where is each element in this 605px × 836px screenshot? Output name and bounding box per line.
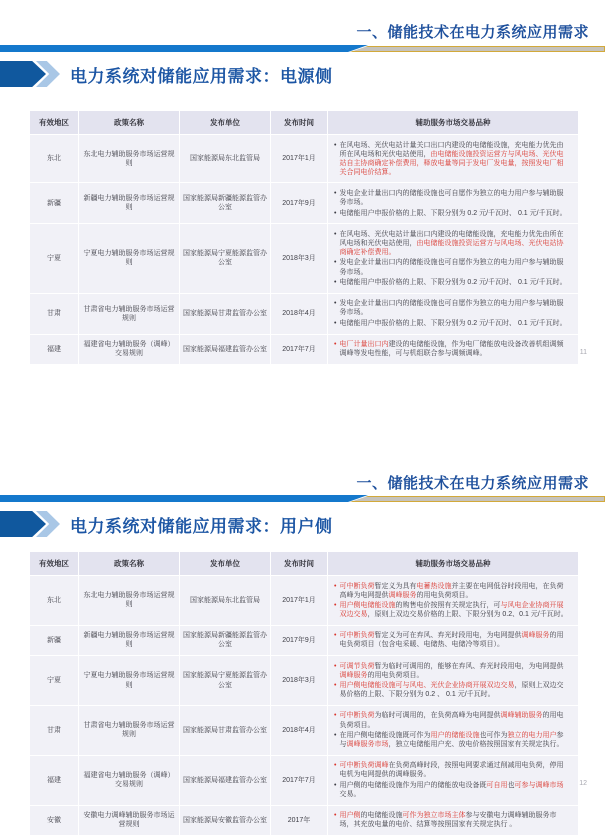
publish-date-cell: 2018年4月 xyxy=(271,294,327,334)
trading-varieties-cell xyxy=(328,706,578,755)
policy-table xyxy=(29,551,579,836)
publish-date-cell: 2017年 xyxy=(271,806,327,835)
bullet-text: 可中断负荷暂定义为可在弃风、弃光时段用电，为电网提供调峰服务的用电负荷项目（包含电采暖、电储热、电储冷等项目）。 xyxy=(339,632,564,649)
publisher-cell: 国家能源局新疆能源监管办公室 xyxy=(180,626,270,655)
bullet-text: 在用户侧电储能设施既可作为用户的储能设施也可作为独立的电力用户参与调峰服务市场，独立电储能用户充、放电价格按照国家有关规定执行。 xyxy=(339,732,564,749)
bullet-text: 发电企业计量出口内的储能设施也可自愿作为独立的电力用户参与辅助服务市场。 xyxy=(339,259,564,276)
bullet-text: 用户侧的电储能设施作为用户的储能放电设备既可自用也可参与调峰市场交易。 xyxy=(339,782,564,799)
trading-varieties-cell xyxy=(328,183,578,223)
trading-varieties-cell xyxy=(328,756,578,805)
policy-name-cell: 安徽电力调峰辅助服务市场运营规则 xyxy=(79,806,179,835)
bullet-text: 电储能用户申报价格的上限、下限分别为 0.2 元/千瓦时、 0.1 元/千瓦时。 xyxy=(339,279,567,287)
bullet-text: 在风电场、光伏电站计量关口出口内建设的电储能设施，充电能力优先由所在风电场和光伏电站使用，由电储能设施投资运营方与风电场、光伏电站自主协商确定补偿费用，释放电量等同于发电厂发电量，按照发电厂相关合同电价结算。 xyxy=(339,141,564,176)
bullet-text: 用户侧的电储能设施可作为独立市场主体参与安徽电力调峰辅助服务市场，其充放电量的电价、结算等按照国家有关规定执行 。 xyxy=(339,812,557,829)
policy-name-cell: 宁夏电力辅助服务市场运营规则 xyxy=(79,224,179,293)
column-header: 发布单位 xyxy=(180,552,270,575)
policy-name-cell: 东北电力辅助服务市场运营规则 xyxy=(79,135,179,182)
divider-blue-segment xyxy=(0,45,368,52)
divider-blue-segment xyxy=(0,495,368,502)
policy-name-cell: 新疆电力辅助服务市场运营规则 xyxy=(79,183,179,223)
publish-date-cell: 2017年7月 xyxy=(271,335,327,364)
region-cell: 宁夏 xyxy=(30,656,78,705)
publish-date-cell: 2017年7月 xyxy=(271,756,327,805)
region-cell: 安徽 xyxy=(30,806,78,835)
table-row xyxy=(30,706,578,755)
publisher-cell: 国家能源局东北监管局 xyxy=(180,576,270,625)
divider-bar xyxy=(0,45,605,54)
bullet-icon: • xyxy=(334,782,337,789)
bullet-item xyxy=(334,781,570,799)
bullet-text: 可中断负荷调峰在负荷高峰时段，按照电网要求通过削减用电负荷，停用电机为电网提供的调峰服务。 xyxy=(339,762,564,779)
column-header: 发布时间 xyxy=(271,111,327,134)
policy-table xyxy=(29,110,579,365)
trading-varieties-cell xyxy=(328,135,578,182)
bullet-text: 用户侧电储能设施的购售电价按照有关规定执行，可与风电企业协商开展双边交易，原则上双边交易价格的上限、下限分别为 0.2、0.1 元/千瓦时。 xyxy=(339,602,568,619)
policy-name-cell: 宁夏电力辅助服务市场运营规则 xyxy=(79,656,179,705)
slide-user-side xyxy=(0,400,605,829)
table-row xyxy=(30,294,578,334)
divider-bar xyxy=(0,495,605,504)
slide-corner-title: 一、储能技术在电力系统应用需求 xyxy=(356,475,589,492)
policy-name-cell: 新疆电力辅助服务市场运营规则 xyxy=(79,626,179,655)
table-row xyxy=(30,756,578,805)
bullet-text: 在风电场、光伏电站计量出口内建设的电储能设施，充电能力优先由所在风电场和光伏电站使用，由电储能设施投资运营方与风电场、光伏电站协商确定补偿费用。 xyxy=(339,230,564,256)
section-title: 电力系统对储能应用需求：电源侧 xyxy=(70,66,333,86)
column-header: 发布单位 xyxy=(180,111,270,134)
bullet-icon: • xyxy=(334,319,337,327)
column-header: 辅助服务市场交易品种 xyxy=(328,552,578,575)
bullet-text: 电储能用户申报价格的上限、下限分别为 0.2 元/千瓦时、 0.1 元/千瓦时。 xyxy=(339,319,567,327)
bullet-icon: • xyxy=(334,812,337,820)
publisher-cell: 国家能源局宁夏能源监管办公室 xyxy=(180,224,270,293)
region-cell: 东北 xyxy=(30,135,78,182)
slide-corner-title: 一、储能技术在电力系统应用需求 xyxy=(356,24,589,41)
bullet-icon: • xyxy=(334,230,337,238)
column-header: 有效地区 xyxy=(30,111,78,134)
bullet-icon: • xyxy=(334,189,337,197)
bullet-icon: • xyxy=(334,682,337,690)
table-header-row xyxy=(30,552,578,575)
table-row xyxy=(30,335,578,364)
bullet-icon: • xyxy=(334,209,337,217)
region-cell: 宁夏 xyxy=(30,224,78,293)
column-header: 有效地区 xyxy=(30,552,78,575)
bullet-item xyxy=(334,299,570,317)
table-row xyxy=(30,183,578,223)
table-row xyxy=(30,576,578,625)
bullet-item xyxy=(334,601,570,619)
arrow-block-icon xyxy=(0,511,46,537)
publisher-cell: 国家能源局甘肃监管办公室 xyxy=(180,294,270,334)
trading-varieties-cell xyxy=(328,576,578,625)
bullet-text: 可中断负荷暂定义为具有电蓄热设施并主要在电网低谷时段用电，在负荷高峰为电网提供调峰服务的用电负荷项目。 xyxy=(339,582,564,599)
publish-date-cell: 2017年9月 xyxy=(271,183,327,223)
trading-varieties-cell xyxy=(328,224,578,293)
table-row xyxy=(30,626,578,655)
bullet-item xyxy=(334,731,570,749)
table-header-row xyxy=(30,111,578,134)
publish-date-cell: 2017年1月 xyxy=(271,576,327,625)
publish-date-cell: 2017年1月 xyxy=(271,135,327,182)
bullet-item xyxy=(334,230,570,257)
region-cell: 东北 xyxy=(30,576,78,625)
trading-varieties-cell xyxy=(328,335,578,364)
bullet-item xyxy=(334,141,570,177)
column-header: 辅助服务市场交易品种 xyxy=(328,111,578,134)
bullet-text: 电储能用户申报价格的上限、下限分别为 0.2 元/千瓦时、 0.1 元/千瓦时。 xyxy=(339,209,567,217)
slide-power-side xyxy=(0,0,605,400)
publish-date-cell: 2018年4月 xyxy=(271,706,327,755)
bullet-text: 可中断负荷为临时可调用的，在负荷高峰为电网提供调峰辅助服务的用电负荷项目。 xyxy=(339,712,564,729)
column-header: 政策名称 xyxy=(79,552,179,575)
bullet-item xyxy=(334,209,570,218)
bullet-icon: • xyxy=(334,712,337,720)
bullet-text: 发电企业计量出口内的储能设施也可自愿作为独立的电力用户参与辅助服务市场。 xyxy=(339,189,564,206)
table-row xyxy=(30,224,578,293)
bullet-item xyxy=(334,662,570,680)
bullet-item xyxy=(334,189,570,207)
bullet-item xyxy=(334,278,570,287)
publisher-cell: 国家能源局甘肃监管办公室 xyxy=(180,706,270,755)
bullet-icon: • xyxy=(334,602,337,610)
section-title: 电力系统对储能应用需求：用户侧 xyxy=(70,516,333,536)
bullet-item xyxy=(334,258,570,276)
arrow-block-icon xyxy=(0,61,46,87)
publish-date-cell: 2018年3月 xyxy=(271,656,327,705)
trading-varieties-cell xyxy=(328,656,578,705)
bullet-icon: • xyxy=(334,582,337,590)
policy-name-cell: 东北电力辅助服务市场运营规则 xyxy=(79,576,179,625)
bullet-text: 发电企业计量出口内的储能设施也可自愿作为独立的电力用户参与辅助服务市场。 xyxy=(339,300,564,317)
divider-gray-segment xyxy=(350,496,605,502)
bullet-item xyxy=(334,711,570,729)
bullet-icon: • xyxy=(334,662,337,670)
column-header: 发布时间 xyxy=(271,552,327,575)
bullet-icon: • xyxy=(334,341,337,348)
region-cell: 新疆 xyxy=(30,183,78,223)
policy-name-cell: 甘肃省电力辅助服务市场运营规则 xyxy=(79,706,179,755)
bullet-item xyxy=(334,340,570,358)
divider-gray-segment xyxy=(350,46,605,52)
bullet-text: 可调节负荷暂为临时可调用的，能够在弃风、弃光时段用电，为电网提供调峰服务的用电负荷项目。 xyxy=(339,662,564,679)
page-number: 12 xyxy=(579,780,587,787)
bullet-item xyxy=(334,761,570,779)
trading-varieties-cell xyxy=(328,806,578,835)
publisher-cell: 国家能源局东北监管局 xyxy=(180,135,270,182)
bullet-icon: • xyxy=(334,732,337,740)
region-cell: 福建 xyxy=(30,335,78,364)
bullet-text: 用户侧电储能设施可与风电、光伏企业协商开展双边交易，原则上双边交易价格的上限、下限分别为 0.2 、 0.1 元/千瓦时。 xyxy=(339,682,564,699)
bullet-item xyxy=(334,582,570,600)
publisher-cell: 国家能源局福建监管办公室 xyxy=(180,756,270,805)
table-row xyxy=(30,135,578,182)
publisher-cell: 国家能源局安徽监管办公室 xyxy=(180,806,270,835)
publish-date-cell: 2017年9月 xyxy=(271,626,327,655)
publisher-cell: 国家能源局宁夏能源监管办公室 xyxy=(180,656,270,705)
column-header: 政策名称 xyxy=(79,111,179,134)
bullet-icon: • xyxy=(334,300,337,308)
bullet-icon: • xyxy=(334,279,337,287)
bullet-item xyxy=(334,681,570,699)
trading-varieties-cell xyxy=(328,294,578,334)
page-number: 11 xyxy=(579,349,587,356)
section-header xyxy=(0,510,333,538)
region-cell: 甘肃 xyxy=(30,706,78,755)
bullet-item xyxy=(334,319,570,328)
bullet-item xyxy=(334,811,570,829)
publisher-cell: 国家能源局新疆能源监管办公室 xyxy=(180,183,270,223)
bullet-icon: • xyxy=(334,632,337,640)
region-cell: 甘肃 xyxy=(30,294,78,334)
bullet-icon: • xyxy=(334,762,337,770)
table-row xyxy=(30,656,578,705)
bullet-item xyxy=(334,631,570,649)
section-header xyxy=(0,60,333,88)
policy-name-cell: 福建省电力辅助服务（调峰）交易规则 xyxy=(79,756,179,805)
publisher-cell: 国家能源局福建监管办公室 xyxy=(180,335,270,364)
region-cell: 新疆 xyxy=(30,626,78,655)
policy-name-cell: 甘肃省电力辅助服务市场运营规则 xyxy=(79,294,179,334)
bullet-text: 电厂计量出口内建设的电储能设施，作为电厂储能放电设备改善机组调频调峰等发电性能，可与机组联合参与调频调峰。 xyxy=(339,341,564,358)
policy-name-cell: 福建省电力辅助服务（调峰）交易规则 xyxy=(79,335,179,364)
region-cell: 福建 xyxy=(30,756,78,805)
bullet-icon: • xyxy=(334,259,337,267)
publish-date-cell: 2018年3月 xyxy=(271,224,327,293)
table-row xyxy=(30,806,578,835)
bullet-icon: • xyxy=(334,141,337,149)
trading-varieties-cell xyxy=(328,626,578,655)
